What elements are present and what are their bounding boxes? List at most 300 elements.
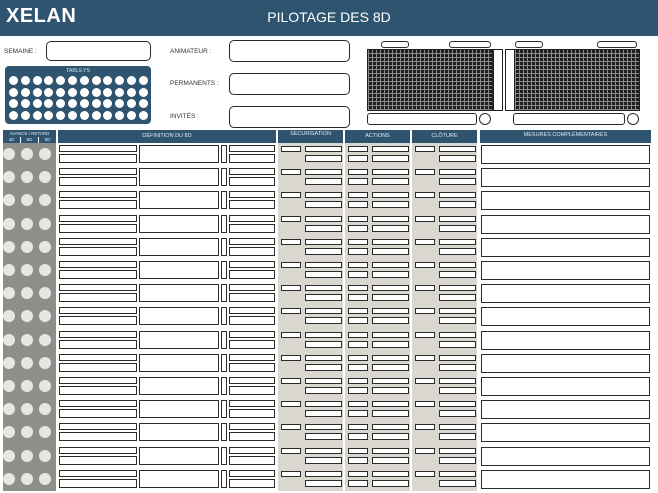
- definition-field[interactable]: [229, 145, 275, 152]
- avance-dot[interactable]: [39, 380, 51, 392]
- cloture-field[interactable]: [439, 225, 476, 232]
- definition-field[interactable]: [59, 215, 137, 222]
- securisation-field[interactable]: [281, 216, 301, 222]
- securisation-field[interactable]: [305, 178, 342, 185]
- definition-checkbox[interactable]: [221, 423, 227, 441]
- definition-field[interactable]: [229, 363, 275, 372]
- definition-field[interactable]: [59, 400, 137, 407]
- actions-field[interactable]: [372, 448, 409, 454]
- securisation-field[interactable]: [305, 285, 342, 291]
- avance-dot[interactable]: [3, 264, 15, 276]
- definition-desc-field[interactable]: [139, 400, 219, 418]
- definition-checkbox[interactable]: [221, 400, 227, 418]
- definition-field[interactable]: [59, 270, 137, 279]
- definition-field[interactable]: [229, 386, 275, 395]
- avance-dot[interactable]: [3, 403, 15, 415]
- definition-field[interactable]: [229, 456, 275, 465]
- definition-field[interactable]: [229, 154, 275, 163]
- avance-dot[interactable]: [21, 403, 33, 415]
- securisation-field[interactable]: [305, 332, 342, 338]
- actions-field[interactable]: [348, 169, 368, 175]
- avance-dot[interactable]: [21, 264, 33, 276]
- avance-dot[interactable]: [21, 287, 33, 299]
- cloture-field[interactable]: [439, 457, 476, 464]
- cloture-field[interactable]: [439, 364, 476, 371]
- definition-checkbox[interactable]: [221, 470, 227, 488]
- definition-field[interactable]: [59, 386, 137, 395]
- securisation-field[interactable]: [281, 239, 301, 245]
- securisation-field[interactable]: [305, 294, 342, 301]
- avance-dot[interactable]: [3, 171, 15, 183]
- securisation-field[interactable]: [305, 471, 342, 477]
- actions-field[interactable]: [348, 341, 368, 348]
- actions-field[interactable]: [348, 239, 368, 245]
- securisation-field[interactable]: [305, 424, 342, 430]
- actions-field[interactable]: [348, 387, 368, 394]
- avance-dot[interactable]: [39, 357, 51, 369]
- cloture-field[interactable]: [415, 448, 435, 454]
- definition-field[interactable]: [59, 224, 137, 233]
- securisation-field[interactable]: [305, 155, 342, 162]
- definition-field[interactable]: [229, 316, 275, 325]
- securisation-field[interactable]: [305, 401, 342, 407]
- avance-dot[interactable]: [3, 287, 15, 299]
- cloture-field[interactable]: [439, 424, 476, 430]
- actions-field[interactable]: [348, 401, 368, 407]
- avance-dot[interactable]: [21, 426, 33, 438]
- cloture-field[interactable]: [439, 201, 476, 208]
- cloture-field[interactable]: [439, 308, 476, 314]
- securisation-field[interactable]: [305, 410, 342, 417]
- definition-desc-field[interactable]: [139, 145, 219, 163]
- definition-checkbox[interactable]: [221, 447, 227, 465]
- definition-checkbox[interactable]: [221, 284, 227, 302]
- actions-field[interactable]: [372, 317, 409, 324]
- securisation-field[interactable]: [281, 471, 301, 477]
- securisation-field[interactable]: [305, 364, 342, 371]
- avance-dot[interactable]: [21, 473, 33, 485]
- cloture-field[interactable]: [415, 332, 435, 338]
- actions-field[interactable]: [348, 262, 368, 268]
- definition-desc-field[interactable]: [139, 191, 219, 209]
- actions-field[interactable]: [348, 248, 368, 255]
- actions-field[interactable]: [348, 216, 368, 222]
- mesures-field[interactable]: [481, 331, 650, 350]
- securisation-field[interactable]: [305, 387, 342, 394]
- actions-field[interactable]: [372, 424, 409, 430]
- definition-checkbox[interactable]: [221, 145, 227, 163]
- securisation-field[interactable]: [305, 433, 342, 440]
- actions-field[interactable]: [372, 433, 409, 440]
- definition-desc-field[interactable]: [139, 423, 219, 441]
- cloture-field[interactable]: [439, 239, 476, 245]
- actions-field[interactable]: [372, 410, 409, 417]
- avance-dot[interactable]: [39, 403, 51, 415]
- actions-field[interactable]: [372, 364, 409, 371]
- cloture-field[interactable]: [439, 317, 476, 324]
- securisation-field[interactable]: [305, 355, 342, 361]
- avance-dot[interactable]: [3, 310, 15, 322]
- actions-field[interactable]: [372, 146, 409, 152]
- mesures-field[interactable]: [481, 400, 650, 419]
- avance-dot[interactable]: [3, 241, 15, 253]
- securisation-field[interactable]: [281, 424, 301, 430]
- actions-field[interactable]: [372, 178, 409, 185]
- securisation-field[interactable]: [281, 308, 301, 314]
- definition-field[interactable]: [229, 432, 275, 441]
- actions-field[interactable]: [348, 317, 368, 324]
- definition-checkbox[interactable]: [221, 354, 227, 372]
- securisation-field[interactable]: [305, 271, 342, 278]
- mesures-field[interactable]: [481, 447, 650, 466]
- definition-field[interactable]: [229, 293, 275, 302]
- actions-field[interactable]: [372, 378, 409, 384]
- cloture-field[interactable]: [415, 169, 435, 175]
- cloture-field[interactable]: [439, 378, 476, 384]
- cloture-field[interactable]: [439, 271, 476, 278]
- avance-dot[interactable]: [21, 171, 33, 183]
- definition-checkbox[interactable]: [221, 261, 227, 279]
- avance-dot[interactable]: [3, 380, 15, 392]
- actions-field[interactable]: [372, 225, 409, 232]
- definition-field[interactable]: [59, 479, 137, 488]
- mesures-field[interactable]: [481, 168, 650, 187]
- cloture-field[interactable]: [415, 401, 435, 407]
- mesures-field[interactable]: [481, 238, 650, 257]
- definition-field[interactable]: [59, 284, 137, 291]
- definition-field[interactable]: [229, 470, 275, 477]
- actions-field[interactable]: [372, 285, 409, 291]
- avance-dot[interactable]: [39, 473, 51, 485]
- cloture-field[interactable]: [439, 401, 476, 407]
- avance-dot[interactable]: [39, 171, 51, 183]
- cloture-field[interactable]: [439, 169, 476, 175]
- definition-field[interactable]: [59, 261, 137, 268]
- avance-dot[interactable]: [21, 310, 33, 322]
- definition-desc-field[interactable]: [139, 238, 219, 256]
- avance-dot[interactable]: [39, 264, 51, 276]
- cloture-field[interactable]: [415, 262, 435, 268]
- definition-field[interactable]: [229, 224, 275, 233]
- mesures-field[interactable]: [481, 354, 650, 373]
- mesures-field[interactable]: [481, 215, 650, 234]
- definition-field[interactable]: [59, 354, 137, 361]
- cloture-field[interactable]: [439, 433, 476, 440]
- definition-field[interactable]: [59, 363, 137, 372]
- actions-field[interactable]: [348, 178, 368, 185]
- actions-field[interactable]: [348, 155, 368, 162]
- cloture-field[interactable]: [439, 355, 476, 361]
- securisation-field[interactable]: [281, 262, 301, 268]
- actions-field[interactable]: [348, 378, 368, 384]
- actions-field[interactable]: [372, 401, 409, 407]
- securisation-field[interactable]: [281, 169, 301, 175]
- securisation-field[interactable]: [305, 448, 342, 454]
- cloture-field[interactable]: [415, 285, 435, 291]
- avance-dot[interactable]: [21, 148, 33, 160]
- actions-field[interactable]: [372, 457, 409, 464]
- definition-field[interactable]: [59, 200, 137, 209]
- definition-field[interactable]: [229, 284, 275, 291]
- definition-desc-field[interactable]: [139, 284, 219, 302]
- definition-desc-field[interactable]: [139, 307, 219, 325]
- cloture-field[interactable]: [415, 308, 435, 314]
- definition-desc-field[interactable]: [139, 470, 219, 488]
- definition-checkbox[interactable]: [221, 377, 227, 395]
- cloture-field[interactable]: [439, 410, 476, 417]
- actions-field[interactable]: [348, 448, 368, 454]
- securisation-field[interactable]: [281, 401, 301, 407]
- securisation-field[interactable]: [281, 332, 301, 338]
- definition-field[interactable]: [229, 354, 275, 361]
- actions-field[interactable]: [372, 271, 409, 278]
- definition-desc-field[interactable]: [139, 168, 219, 186]
- securisation-field[interactable]: [305, 378, 342, 384]
- avance-dot[interactable]: [39, 310, 51, 322]
- definition-desc-field[interactable]: [139, 377, 219, 395]
- actions-field[interactable]: [348, 364, 368, 371]
- securisation-field[interactable]: [305, 146, 342, 152]
- cloture-field[interactable]: [415, 355, 435, 361]
- definition-field[interactable]: [229, 270, 275, 279]
- definition-field[interactable]: [229, 377, 275, 384]
- definition-field[interactable]: [229, 479, 275, 488]
- avance-dot[interactable]: [39, 241, 51, 253]
- mesures-field[interactable]: [481, 377, 650, 396]
- definition-field[interactable]: [59, 168, 137, 175]
- avance-dot[interactable]: [3, 148, 15, 160]
- cloture-field[interactable]: [439, 285, 476, 291]
- actions-field[interactable]: [348, 308, 368, 314]
- actions-field[interactable]: [372, 471, 409, 477]
- actions-field[interactable]: [348, 471, 368, 477]
- cloture-field[interactable]: [415, 378, 435, 384]
- securisation-field[interactable]: [305, 317, 342, 324]
- actions-field[interactable]: [348, 332, 368, 338]
- mesures-field[interactable]: [481, 284, 650, 303]
- cloture-field[interactable]: [439, 192, 476, 198]
- actions-field[interactable]: [348, 355, 368, 361]
- actions-field[interactable]: [372, 294, 409, 301]
- avance-dot[interactable]: [39, 426, 51, 438]
- actions-field[interactable]: [372, 341, 409, 348]
- actions-field[interactable]: [372, 480, 409, 487]
- mesures-field[interactable]: [481, 307, 650, 326]
- securisation-field[interactable]: [281, 192, 301, 198]
- actions-field[interactable]: [372, 308, 409, 314]
- cloture-field[interactable]: [415, 146, 435, 152]
- avance-dot[interactable]: [39, 194, 51, 206]
- actions-field[interactable]: [372, 355, 409, 361]
- actions-field[interactable]: [348, 146, 368, 152]
- actions-field[interactable]: [348, 192, 368, 198]
- actions-field[interactable]: [348, 410, 368, 417]
- definition-field[interactable]: [59, 238, 137, 245]
- securisation-field[interactable]: [305, 341, 342, 348]
- avance-dot[interactable]: [3, 334, 15, 346]
- securisation-field[interactable]: [305, 216, 342, 222]
- definition-field[interactable]: [229, 215, 275, 222]
- definition-field[interactable]: [229, 238, 275, 245]
- securisation-field[interactable]: [305, 169, 342, 175]
- actions-field[interactable]: [372, 248, 409, 255]
- securisation-field[interactable]: [305, 248, 342, 255]
- avance-dot[interactable]: [21, 334, 33, 346]
- actions-field[interactable]: [348, 424, 368, 430]
- securisation-field[interactable]: [305, 262, 342, 268]
- securisation-field[interactable]: [305, 239, 342, 245]
- definition-field[interactable]: [229, 191, 275, 198]
- definition-field[interactable]: [229, 200, 275, 209]
- avance-dot[interactable]: [21, 194, 33, 206]
- definition-field[interactable]: [229, 340, 275, 349]
- actions-field[interactable]: [348, 294, 368, 301]
- avance-dot[interactable]: [39, 450, 51, 462]
- actions-field[interactable]: [372, 332, 409, 338]
- actions-field[interactable]: [348, 271, 368, 278]
- definition-checkbox[interactable]: [221, 238, 227, 256]
- securisation-field[interactable]: [281, 448, 301, 454]
- cloture-field[interactable]: [439, 341, 476, 348]
- securisation-field[interactable]: [305, 192, 342, 198]
- definition-field[interactable]: [229, 447, 275, 454]
- definition-field[interactable]: [229, 423, 275, 430]
- definition-field[interactable]: [59, 409, 137, 418]
- mesures-field[interactable]: [481, 191, 650, 210]
- definition-field[interactable]: [59, 377, 137, 384]
- actions-field[interactable]: [348, 480, 368, 487]
- cloture-field[interactable]: [415, 471, 435, 477]
- definition-field[interactable]: [59, 340, 137, 349]
- definition-field[interactable]: [59, 247, 137, 256]
- definition-field[interactable]: [59, 331, 137, 338]
- cloture-field[interactable]: [415, 192, 435, 198]
- avance-dot[interactable]: [39, 148, 51, 160]
- definition-desc-field[interactable]: [139, 261, 219, 279]
- definition-field[interactable]: [229, 307, 275, 314]
- definition-field[interactable]: [59, 470, 137, 477]
- securisation-field[interactable]: [305, 480, 342, 487]
- actions-field[interactable]: [372, 155, 409, 162]
- definition-checkbox[interactable]: [221, 331, 227, 349]
- cloture-field[interactable]: [439, 332, 476, 338]
- cloture-field[interactable]: [415, 239, 435, 245]
- avance-dot[interactable]: [21, 380, 33, 392]
- cloture-field[interactable]: [439, 387, 476, 394]
- definition-field[interactable]: [59, 423, 137, 430]
- definition-desc-field[interactable]: [139, 331, 219, 349]
- securisation-field[interactable]: [281, 378, 301, 384]
- mesures-field[interactable]: [481, 423, 650, 442]
- actions-field[interactable]: [372, 192, 409, 198]
- avance-dot[interactable]: [3, 357, 15, 369]
- avance-dot[interactable]: [21, 241, 33, 253]
- cloture-field[interactable]: [439, 480, 476, 487]
- definition-checkbox[interactable]: [221, 215, 227, 233]
- definition-field[interactable]: [229, 177, 275, 186]
- cloture-field[interactable]: [439, 178, 476, 185]
- securisation-field[interactable]: [305, 308, 342, 314]
- securisation-field[interactable]: [305, 457, 342, 464]
- cloture-field[interactable]: [439, 448, 476, 454]
- definition-field[interactable]: [59, 316, 137, 325]
- securisation-field[interactable]: [281, 146, 301, 152]
- avance-dot[interactable]: [3, 426, 15, 438]
- avance-dot[interactable]: [21, 357, 33, 369]
- cloture-field[interactable]: [439, 248, 476, 255]
- actions-field[interactable]: [348, 201, 368, 208]
- cloture-field[interactable]: [439, 262, 476, 268]
- definition-field[interactable]: [229, 400, 275, 407]
- definition-field[interactable]: [59, 191, 137, 198]
- definition-field[interactable]: [59, 154, 137, 163]
- securisation-field[interactable]: [305, 225, 342, 232]
- actions-field[interactable]: [348, 457, 368, 464]
- avance-dot[interactable]: [21, 218, 33, 230]
- securisation-field[interactable]: [281, 355, 301, 361]
- definition-field[interactable]: [59, 293, 137, 302]
- actions-field[interactable]: [372, 216, 409, 222]
- avance-dot[interactable]: [39, 334, 51, 346]
- mesures-field[interactable]: [481, 470, 650, 489]
- securisation-field[interactable]: [305, 201, 342, 208]
- cloture-field[interactable]: [415, 216, 435, 222]
- definition-field[interactable]: [59, 447, 137, 454]
- actions-field[interactable]: [372, 201, 409, 208]
- definition-field[interactable]: [229, 261, 275, 268]
- definition-checkbox[interactable]: [221, 168, 227, 186]
- avance-dot[interactable]: [39, 218, 51, 230]
- definition-desc-field[interactable]: [139, 354, 219, 372]
- avance-dot[interactable]: [21, 450, 33, 462]
- actions-field[interactable]: [348, 285, 368, 291]
- avance-dot[interactable]: [3, 450, 15, 462]
- actions-field[interactable]: [348, 433, 368, 440]
- definition-field[interactable]: [59, 307, 137, 314]
- actions-field[interactable]: [372, 262, 409, 268]
- definition-desc-field[interactable]: [139, 447, 219, 465]
- definition-field[interactable]: [59, 145, 137, 152]
- cloture-field[interactable]: [439, 471, 476, 477]
- mesures-field[interactable]: [481, 261, 650, 280]
- actions-field[interactable]: [372, 387, 409, 394]
- actions-field[interactable]: [348, 225, 368, 232]
- actions-field[interactable]: [372, 239, 409, 245]
- definition-checkbox[interactable]: [221, 307, 227, 325]
- definition-field[interactable]: [229, 331, 275, 338]
- definition-field[interactable]: [229, 247, 275, 256]
- avance-dot[interactable]: [3, 218, 15, 230]
- definition-field[interactable]: [59, 432, 137, 441]
- definition-field[interactable]: [59, 177, 137, 186]
- cloture-field[interactable]: [439, 294, 476, 301]
- cloture-field[interactable]: [439, 155, 476, 162]
- definition-desc-field[interactable]: [139, 215, 219, 233]
- cloture-field[interactable]: [439, 216, 476, 222]
- definition-field[interactable]: [229, 409, 275, 418]
- avance-dot[interactable]: [3, 473, 15, 485]
- cloture-field[interactable]: [439, 146, 476, 152]
- mesures-field[interactable]: [481, 145, 650, 164]
- securisation-field[interactable]: [281, 285, 301, 291]
- definition-checkbox[interactable]: [221, 191, 227, 209]
- definition-field[interactable]: [229, 168, 275, 175]
- avance-dot[interactable]: [3, 194, 15, 206]
- actions-field[interactable]: [372, 169, 409, 175]
- definition-field[interactable]: [59, 456, 137, 465]
- avance-dot[interactable]: [39, 287, 51, 299]
- cloture-field[interactable]: [415, 424, 435, 430]
